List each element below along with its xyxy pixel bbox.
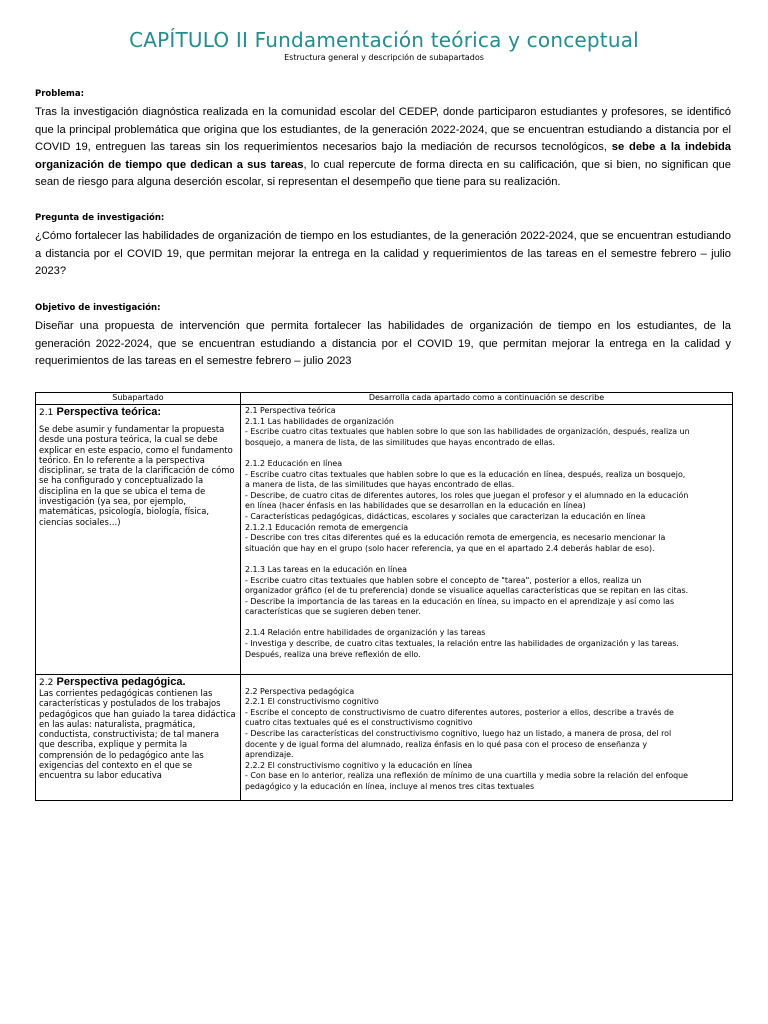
objetivo-label: Objetivo de investigación: — [35, 303, 161, 313]
section-description: Las corrientes pedagógicas contienen las características y postulados de los trabajos pedagógicos que han guiado la tarea didáctica en las aulas: naturalista, pragmática, conductista, constructivista; de tal manera que describa, explique y permita la comprensión de lo pedagógico ante las exigencias del contexto en el que se encuentra su labor educativa — [39, 688, 236, 781]
section-description: Se debe asumir y fundamentar la propuesta desde una postura teórica, la cual se debe explicar en este espacio, como el fundamento teórico. En lo referente a la perspectiva disciplinar, se trata de la clarificación de cómo se ha configurado y conceptualizado la disciplina en la que se ubica el tema de investigación (ya sea, por ejemplo, matemáticas, psicología, biología, física, ciencias sociales…) — [39, 424, 235, 527]
subapartado-cell — [36, 675, 241, 801]
instruction-line: - Investiga y describe, de cuatro citas textuales, la relación entre las habilidades de organización y las tareas. — [245, 639, 679, 649]
instruction-line: - Escribe el concepto de constructivismo de cuatro diferentes autores, posterior a ellos, describe a través de — [245, 707, 674, 717]
section-heading: 2.2 Perspectiva pedagógica. — [39, 676, 186, 688]
instruction-line: 2.2.1 El constructivismo cognitivo — [245, 697, 379, 707]
subapartado-cell — [36, 405, 241, 675]
problema-text: Tras la investigación diagnóstica realizada en la comunidad escolar del CEDEP, donde participaron estudiantes y profesores, se identificó que la principal problemática que origina que los estudiantes, de la generación 2022-2024, que se encuentran estudiando a distancia por el COVID 19, entreguen las tareas sin los requerimientos necesarios bajo la mediación de recursos tecnológicos, se debe a la indebida organización de tiempo que dedican a sus tareas, lo cual repercute de forma directa en su calificación, que si bien, no significan que sean de riesgo para alguna deserción escolar, si representan el desempeño que tiene para su realización. — [35, 106, 731, 189]
instruction-line: en línea (hacer énfasis en las habilidades que se desarrollan en la educación en línea) — [245, 501, 586, 511]
objetivo-text: Diseñar una propuesta de intervención que permita fortalecer las habilidades de organización de tiempo en los estudiantes, de la generación 2022-2024, que se encuentran estudiando a distancia por el COVID 19, que permitan mejorar la entrega en la calidad y requerimientos de las tareas en el semestre febrero – julio 2023 — [35, 320, 731, 368]
instruction-line: pedagógico y la educación en línea, incluye al menos tres citas textuales — [245, 781, 535, 791]
chapter-title: CAPÍTULO II Fundamentación teórica y conceptual — [129, 28, 639, 52]
instruction-line: situación que hay en el grupo (solo hacer referencia, ya que en el apartado 2.4 deberás hablar de eso). — [245, 543, 655, 553]
instruction-line: docente y de igual forma del alumnado, realiza énfasis en lo qué pasa con el proceso de enseñanza y — [245, 739, 648, 749]
instructions-cell — [241, 675, 733, 801]
chapter-subtitle: Estructura general y descripción de subapartados — [284, 53, 484, 62]
instruction-line: 2.1.2 Educación en línea — [245, 458, 343, 468]
instruction-line: 2.1.4 Relación entre habilidades de organización y las tareas — [245, 628, 486, 638]
instruction-line: - Escribe cuatro citas textuales que hablen sobre lo que son las habilidades de organización, después, realiza un — [245, 427, 690, 437]
instruction-line: organizador gráfico (el de tu preferencia) donde se visualice aquellas características que se repitan en las citas. — [245, 586, 689, 596]
instruction-line: 2.1.1 Las habilidades de organización — [245, 416, 394, 426]
instruction-line: 2.2 Perspectiva pedagógica — [245, 686, 355, 696]
instruction-line: a manera de lista, de las similitudes que hayas encontrado de ellas. — [245, 480, 515, 490]
instruction-line: aprendizaje. — [245, 750, 294, 760]
instruction-line: 2.1.2.1 Educación remota de emergencia — [245, 522, 409, 532]
instruction-line: - Describe la importancia de las tareas en la educación en línea, su impacto en el aprendizaje y así como las — [245, 596, 675, 606]
instruction-line: cuatro citas textuales qué es el constructivismo cognitivo — [245, 718, 473, 728]
instructions-cell — [241, 405, 733, 675]
instruction-line: - Con base en lo anterior, realiza una reflexión de mínimo de una cuartilla y media sobre la relación del enfoque — [245, 771, 689, 781]
subapartados-table — [35, 392, 733, 801]
table-row — [36, 675, 733, 801]
instruction-line: - Escribe cuatro citas textuales que hablen sobre lo que es la educación en línea, después, realiza un bosquejo, — [245, 469, 686, 479]
problema-label: Problema: — [35, 89, 85, 99]
instruction-line: 2.1.3 Las tareas en la educación en línea — [245, 564, 407, 574]
instruction-line: - Características pedagógicas, didácticas, escolares y sociales que caracterizan la educación en línea — [245, 511, 646, 521]
table-row — [36, 405, 733, 675]
instruction-line: 2.1 Perspectiva teórica — [245, 406, 336, 415]
instruction-line — [245, 618, 728, 629]
table-header-subapartado: Subapartado — [36, 393, 241, 405]
instruction-line: 2.2.2 El constructivismo cognitivo y la educación en línea — [245, 760, 473, 770]
instruction-line: Después, realiza una breve reflexión de ello. — [245, 649, 421, 659]
pregunta-text: ¿Cómo fortalecer las habilidades de organización de tiempo en los estudiantes, de la generación 2022-2024, que se encuentran estudiando a distancia por el COVID 19, que permitan mejorar la entrega en la calidad y requerimientos de las tareas en el semestre febrero – julio 2023? — [35, 230, 731, 278]
pregunta-label: Pregunta de investigación: — [35, 213, 165, 223]
section-heading: 2.1 Perspectiva teórica: — [39, 406, 162, 418]
instruction-line — [245, 676, 728, 687]
instruction-line: características que se sugieren deben tener. — [245, 607, 421, 617]
problema-emphasis: se debe a la indebida organización de tiempo que dedican a sus tareas — [35, 141, 731, 171]
instruction-line: - Describe las características del constructivismo cognitivo, luego haz un listado, a manera de prosa, del rol — [245, 728, 672, 738]
instruction-line: bosquejo, a manera de lista, de las similitudes que hayas encontrado de ellas. — [245, 437, 556, 447]
instruction-line: - Escribe cuatro citas textuales que hablen sobre el concepto de "tarea", posterior a ellos, realiza un — [245, 575, 642, 585]
instruction-line: - Describe, de cuatro citas de diferentes autores, los roles que juegan el profesor y el alumnado en la educación — [245, 490, 689, 500]
table-header-desarrolla: Desarrolla cada apartado como a continuación se describe — [241, 393, 733, 405]
instruction-line — [245, 554, 728, 565]
table-header-row — [36, 393, 733, 405]
instruction-line: - Describe con tres citas diferentes qué es la educación remota de emergencia, es necesario mencionar la — [245, 533, 666, 543]
instruction-line — [245, 448, 728, 459]
